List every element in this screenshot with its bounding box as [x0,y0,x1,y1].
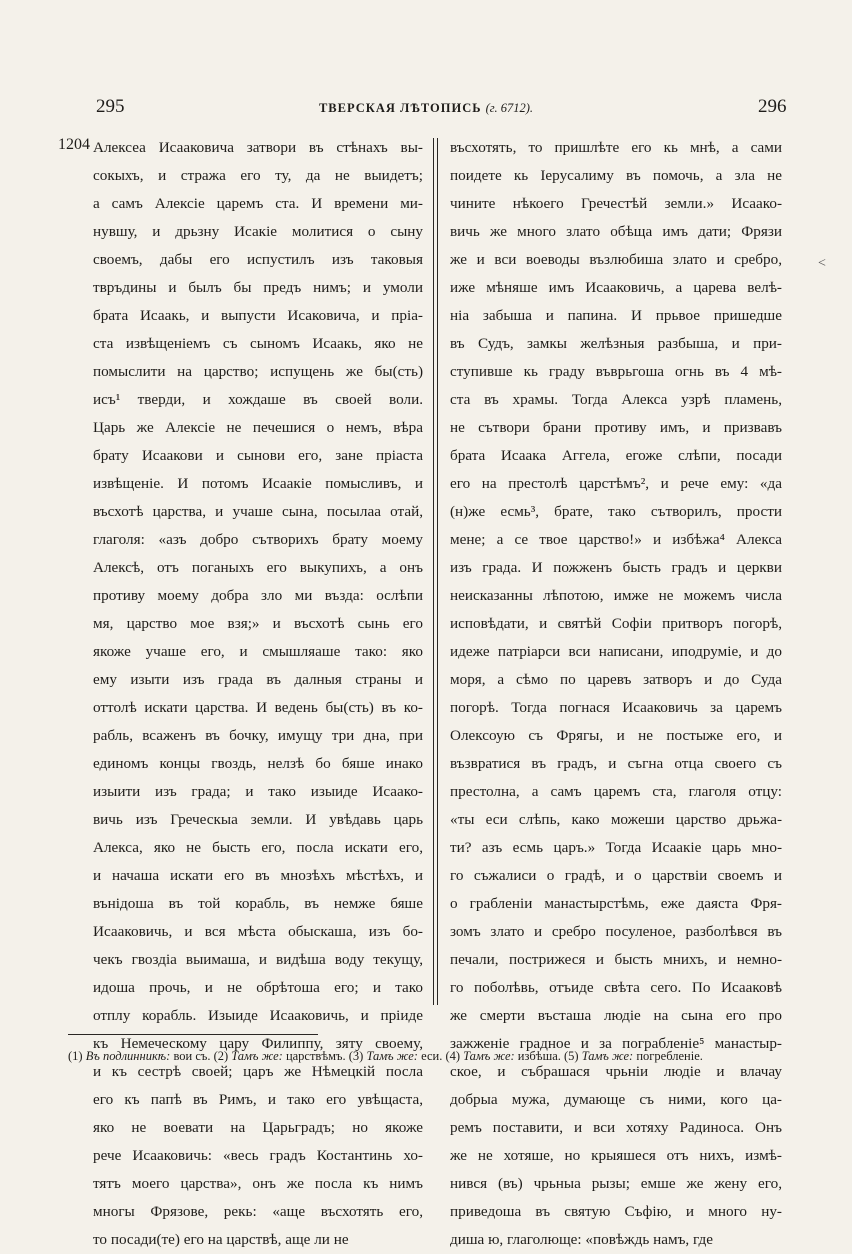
text-line: «ты еси слѣпь, како можеши царство дрьжа- [450,811,782,828]
footnote-label: Тамъ же: [366,1049,418,1063]
text-line: отплу корабль. Изыиде Исааковичь, и пріиде [93,1007,423,1024]
text-line: Олексоую съ Фрягы, и не постыже его, и [450,727,782,744]
text-line: Царь же Алексіе не печешися о немъ, вѣра [93,419,423,436]
footnote-label: Тамъ же: [231,1049,283,1063]
text-line: единомъ концы гвоздь, нелзѣ бо бяше инако [93,755,423,772]
text-line: ста въ храмы. Тогда Алекса узрѣ пламень, [450,391,782,408]
text-line: зажженіе градное и за пограбленіе⁵ манастыр- [450,1035,782,1052]
footnote [214,1049,349,1063]
running-head [0,101,852,116]
text-line: вичь же много злато обѣща имъ дати; Фрязи [450,223,782,240]
text-line: ремъ поставити, и вси хотяху Радиноса. Онъ [450,1119,782,1136]
text-line: и къ сестрѣ своей; царъ же Нѣмецкій посла [93,1063,423,1080]
text-line: Алексеа Исааковича затвори въ стѣнахъ вы- [93,139,423,156]
text-line: поидете кь Іерусалиму въ помочь, а зла не [450,167,782,184]
text-line: глаголя: «азъ добро сътворихъ брату моему [93,531,423,548]
text-line: нувшу, и дрьзну Исакіе молитися о сыну [93,223,423,240]
footnote-num: (1) [68,1049,83,1063]
footnote [445,1049,564,1063]
text-line: тятъ моего царства», онъ же посла къ нимъ [93,1175,423,1192]
text-line: брата Исаака Аггела, егоже слѣпи, посади [450,447,782,464]
text-line: въ Судъ, замкы желѣзныя разбыша, и при- [450,335,782,352]
left-column [93,134,423,1254]
text-line: же смерти въсташа людіе на сына его про [450,1007,782,1024]
text-line: исъ¹ тверди, и хождаше въ своей воли. [93,391,423,408]
text-line: изыити изъ града; и тако изыиде Исаако- [93,783,423,800]
text-line: ста извѣщеніемъ съ сыномъ Исаакь, яко не [93,335,423,352]
text-line: оттолѣ искати царства. И ведень бы(сть) въ ко- [93,699,423,716]
text-line: Исааковичь, и вся мѣста обыскаша, изъ бо- [93,923,423,940]
text-line: исповѣдати, и святѣй Софіи притворъ погорѣ, [450,615,782,632]
text-line: его къ папѣ въ Римъ, и тако его увѣщаста, [93,1091,423,1108]
text-line: погорѣ. Тогда погнася Исааковичь за царемъ [450,699,782,716]
footnotes [68,1046,784,1066]
footnote [349,1049,446,1063]
right-column [450,134,782,1254]
text-line: възвратися въ градъ, и съгна отца своего съ [450,755,782,772]
text-line: чекъ гвоздіа выимаша, и видѣша воду текущу, [93,951,423,968]
text-line: ти? азъ есмь царъ.» Тогда Исаакіе царь мно- [450,839,782,856]
text-line: изъ града. И пожженъ бысть градъ и церкви [450,559,782,576]
footnote-label: Тамъ же: [581,1049,634,1063]
text-line: а самъ Алексіе царемъ ста. И времени ми- [93,195,423,212]
text-line: иже мѣняше имъ Исааковичь, а царева велѣ- [450,279,782,296]
text-line: яко не воевати на Царьградъ; но якоже [93,1119,423,1136]
text-line: якоже учаше его, и смышляаше тако: яко [93,643,423,660]
footnote-num: (4) [445,1049,461,1063]
footnote-label: Въ подлинникѣ: [85,1049,171,1063]
text-line: ское, и събрашася чрьніи людіе и влачау [450,1063,782,1080]
text-line: ніа забыша и папина. И прьвое пришедше [450,307,782,324]
text-line: вънідоша въ той корабль, въ немже бяше [93,895,423,912]
text-line: зомъ злато и сребро посуленое, разболѣвся въ [450,923,782,940]
footnote-label: Тамъ же: [463,1049,515,1063]
text-line: въсхотять, то пришлѣте его кь мнѣ, а сами [450,139,782,156]
text-line: о грабленіи манастырстѣмь, еже даяста Фря- [450,895,782,912]
text-line: (н)же есмь³, брате, тако сътворилъ, прости [450,503,782,520]
page-header [0,96,852,126]
footnote-text: царствѣмъ. [285,1049,346,1063]
text-line: чините нѣкоего Гречестѣй земли.» Исаако- [450,195,782,212]
running-head-year: (г. 6712). [485,101,534,115]
text-line: Алекса, яко не бысть его, посла искати его, [93,839,423,856]
text-line: ему изыти изъ града въ далныя страны и [93,671,423,688]
text-line: же и вси воеводы възлюбиша злато и сребро, [450,251,782,268]
text-line: неисказанны лѣпотою, имже не можемъ числа [450,587,782,604]
column-divider [437,138,438,1005]
footnote-num: (2) [213,1049,229,1063]
text-line: въсхотѣ царства, и учаше сына, посылаа отай, [93,503,423,520]
text-line: рабль, всаженъ въ бочку, имущу три дна, при [93,727,423,744]
text-line: нився (въ) чрьныа рызы; емше же жену его, [450,1175,782,1192]
text-line: печали, пострижеся и бысть мнихъ, и немно- [450,951,782,968]
text-line: то посади(те) его на царствѣ, аще ли не [93,1231,349,1248]
text-line: го съжалиси о градѣ, и о царствіи своемъ и [450,867,782,884]
text-line: идеже патріарси вси написани, иподруміе, и до [450,643,782,660]
year-marker: 1204 [58,136,90,153]
margin-mark: < [818,256,826,271]
text-line: брата Исаакь, и выпусти Исаковича, и пріа- [93,307,423,324]
text-line: добрыа мужа, думающе съ ними, кого ца- [450,1091,782,1108]
text-line: же не хотяше, но крыяшеся отъ нихъ, измѣ- [450,1147,782,1164]
text-line: мя, царство мое взя;» и въсхотѣ сынь его [93,615,423,632]
text-line: его на престолѣ царстѣмъ², и рече ему: «да [450,475,782,492]
text-line: и начаша искати его въ мнозѣхъ мѣстѣхъ, и [93,867,423,884]
text-line: своемъ, дабы его испустилъ изъ таковыя [93,251,423,268]
text-line: многы Фрязове, рекь: «аще въсхотять его, [93,1203,423,1220]
page-number-left: 295 [96,96,125,117]
text-line: твръдины и былъ бы предъ нимъ; и умоли [93,279,423,296]
footnote [68,1049,214,1063]
text-line: моря, а сѣмо по царевъ затворъ и до Суда [450,671,782,688]
text-line: не сътвори брани противу имъ, и призвавъ [450,419,782,436]
text-line: извѣщеніе. И потомъ Исаакіе помысливъ, и [93,475,423,492]
footnote [564,1049,703,1063]
text-line: противу моему добра зло ми възда: ослѣпи [93,587,423,604]
text-line: го поболѣвь, отъиде свѣта сего. По Исааковѣ [450,979,782,996]
column-divider [433,138,434,1005]
text-line: помыслити на царство; испущень же бы(сть) [93,363,423,380]
footnote-text: погребленіе. [636,1049,703,1063]
footnote-text: избѣша. [517,1049,561,1063]
footnote-num: (3) [348,1049,364,1063]
text-line: вичь изъ Греческыа земли. И увѣдавь царь [93,811,423,828]
text-line: рече Исааковичь: «весь градъ Костантинь хо- [93,1147,423,1164]
running-head-title: ТВЕРСКАЯ ЛѢТОПИСЬ [318,101,482,115]
text-line: идоша прочь, и не обрѣтоша его; и тако [93,979,423,996]
text-line: престолна, а самъ царемъ ста, глаголя отцу: [450,783,782,800]
text-line: диша ю, глаголюще: «повѣждь намъ, где [450,1231,713,1248]
text-line: брату Исаакови и сынови его, зане пріаста [93,447,423,464]
text-line: сокыхъ, и стража его ту, да не выидетъ; [93,167,423,184]
text-line: къ Немеческому цару Филиппу, зяту своему, [93,1035,423,1052]
footnote-rule [68,1034,318,1035]
text-line: приведоша въ святую Съфію, и много ну- [450,1203,782,1220]
text-line: ступивше кь граду въврьгоша огнь въ 4 мѣ- [450,363,782,380]
text-line: Алексѣ, отъ поганыхъ его выкупихъ, а онъ [93,559,423,576]
footnote-text: еси. [421,1049,443,1063]
footnote-num: (5) [564,1049,579,1063]
text-line: мене; а се твое царство!» и избѣжа⁴ Алекса [450,531,782,548]
footnote-text: вои съ. [173,1049,211,1063]
page-number-right: 296 [758,96,787,117]
